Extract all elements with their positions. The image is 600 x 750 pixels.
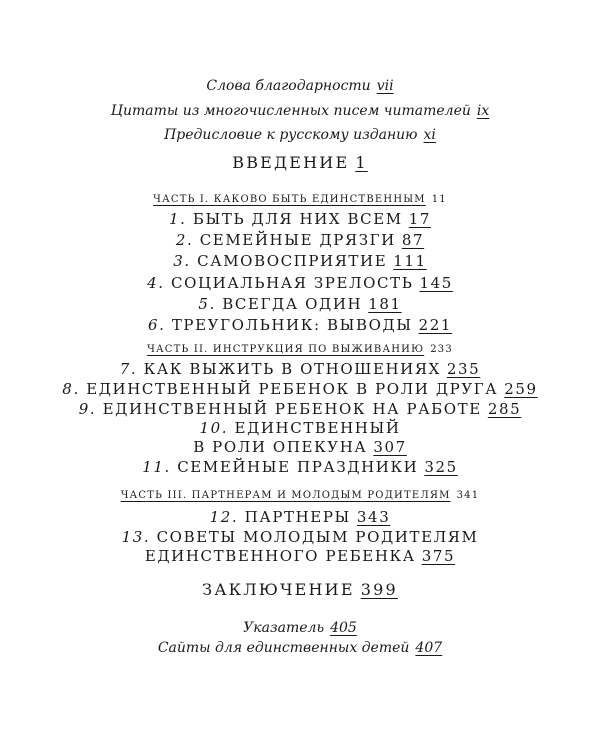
chapter-title: СЕМЕЙНЫЕ ДРЯЗГИ: [199, 231, 396, 249]
toc-chapter-9[interactable]: [0, 400, 600, 418]
chapter-number: 7.: [119, 360, 138, 378]
entry-title: ВВЕДЕНИЕ: [232, 153, 350, 172]
page-number: 407: [415, 640, 443, 656]
page-number: 285: [487, 400, 522, 418]
toc-chapter-10-continued[interactable]: [0, 438, 600, 456]
page-number: 17: [408, 210, 432, 228]
toc-entry-conclusion[interactable]: [0, 580, 600, 599]
chapter-number: 10.: [199, 419, 229, 437]
chapter-title: ЕДИНСТВЕННЫЙ: [234, 419, 401, 437]
part-page-number: 233: [430, 344, 453, 355]
chapter-title: СОЦИАЛЬНАЯ ЗРЕЛОСТЬ: [171, 274, 414, 292]
chapter-title: СОВЕТЫ МОЛОДЫМ РОДИТЕЛЯМ: [156, 528, 479, 546]
part-title: ЧАСТЬ I. КАКОВО БЫТЬ ЕДИНСТВЕННЫМ: [153, 194, 426, 205]
chapter-number: 11.: [142, 458, 171, 476]
page-number: vii: [376, 78, 394, 94]
toc-entry-reader-quotes[interactable]: [0, 103, 600, 119]
chapter-title-continued: В РОЛИ ОПЕКУНА: [193, 438, 368, 456]
page-number: xi: [423, 127, 436, 143]
chapter-number: 3.: [173, 252, 191, 270]
entry-title: ЗАКЛЮЧЕНИЕ: [202, 580, 355, 599]
toc-chapter-12[interactable]: [0, 508, 600, 526]
toc-chapter-10[interactable]: [0, 419, 600, 437]
page-number: 181: [368, 295, 402, 313]
part-title: ЧАСТЬ III. ПАРТНЕРАМ И МОЛОДЫМ РОДИТЕЛЯМ: [120, 490, 451, 501]
chapter-number: 9.: [78, 400, 97, 418]
chapter-title: ТРЕУГОЛЬНИК: ВЫВОДЫ: [171, 316, 413, 334]
toc-chapter-1[interactable]: [0, 210, 600, 228]
toc-chapter-7[interactable]: [0, 360, 600, 378]
toc-chapter-5[interactable]: [0, 295, 600, 313]
chapter-number: 13.: [121, 528, 151, 546]
chapter-title: БЫТЬ ДЛЯ НИХ ВСЕМ: [192, 210, 403, 228]
chapter-number: 4.: [147, 274, 165, 292]
page-number: 111: [393, 252, 427, 270]
entry-title: Цитаты из многочисленных писем читателей: [110, 103, 471, 119]
page-number: ix: [476, 103, 490, 119]
chapter-number: 12.: [209, 508, 239, 526]
page-number: 307: [373, 438, 407, 456]
page-number: 405: [330, 620, 357, 636]
toc-entry-acknowledgements[interactable]: [0, 78, 600, 94]
toc-entry-russian-preface[interactable]: [0, 127, 600, 143]
toc-chapter-4[interactable]: [0, 274, 600, 292]
chapter-number: 6.: [147, 316, 166, 334]
chapter-number: 2.: [175, 231, 194, 249]
chapter-number: 8.: [62, 380, 80, 398]
part-title: ЧАСТЬ II. ИНСТРУКЦИЯ ПО ВЫЖИВАНИЮ: [147, 344, 425, 355]
page-number: 221: [418, 316, 453, 334]
chapter-number: 1.: [168, 210, 187, 228]
part-heading-2[interactable]: [0, 344, 600, 355]
toc-chapter-8[interactable]: [0, 380, 600, 398]
toc-chapter-6[interactable]: [0, 316, 600, 334]
chapter-title: ПАРТНЕРЫ: [244, 508, 351, 526]
page-number: 145: [419, 274, 453, 292]
page-number: 259: [504, 380, 538, 398]
chapter-title: КАК ВЫЖИТЬ В ОТНОШЕНИЯХ: [143, 360, 441, 378]
chapter-title: ВСЕГДА ОДИН: [222, 295, 363, 313]
toc-entry-websites[interactable]: [0, 640, 600, 656]
toc-entry-index[interactable]: [0, 620, 600, 636]
chapter-title: САМОВОСПРИЯТИЕ: [197, 252, 388, 270]
entry-title: Слова благодарности: [206, 78, 371, 94]
page-number: 1: [355, 153, 368, 172]
toc-chapter-13[interactable]: [0, 528, 600, 546]
page-number: 325: [424, 458, 458, 476]
entry-title: Указатель: [243, 620, 325, 636]
chapter-title: ЕДИНСТВЕННЫЙ РЕБЕНОК НА РАБОТЕ: [102, 400, 482, 418]
entry-title: Сайты для единственных детей: [157, 640, 410, 656]
toc-chapter-13-continued[interactable]: [0, 547, 600, 565]
toc-chapter-11[interactable]: [0, 458, 600, 476]
page-number: 375: [421, 547, 456, 565]
part-heading-1[interactable]: [0, 194, 600, 205]
chapter-number: 5.: [198, 295, 216, 313]
entry-title: Предисловие к русскому изданию: [164, 127, 418, 143]
toc-entry-introduction[interactable]: [0, 153, 600, 172]
chapter-title: СЕМЕЙНЫЕ ПРАЗДНИКИ: [177, 458, 419, 476]
part-page-number: 11: [431, 194, 447, 205]
page-number: 87: [401, 231, 425, 249]
toc-chapter-3[interactable]: [0, 252, 600, 270]
chapter-title-continued: ЕДИНСТВЕННОГО РЕБЕНКА: [144, 547, 416, 565]
page-number: 399: [360, 580, 398, 599]
chapter-title: ЕДИНСТВЕННЫЙ РЕБЕНОК В РОЛИ ДРУГА: [86, 380, 499, 398]
page-number: 235: [446, 360, 481, 378]
part-page-number: 341: [456, 490, 480, 501]
page-number: 343: [356, 508, 391, 526]
part-heading-3[interactable]: [0, 490, 600, 501]
toc-chapter-2[interactable]: [0, 231, 600, 249]
